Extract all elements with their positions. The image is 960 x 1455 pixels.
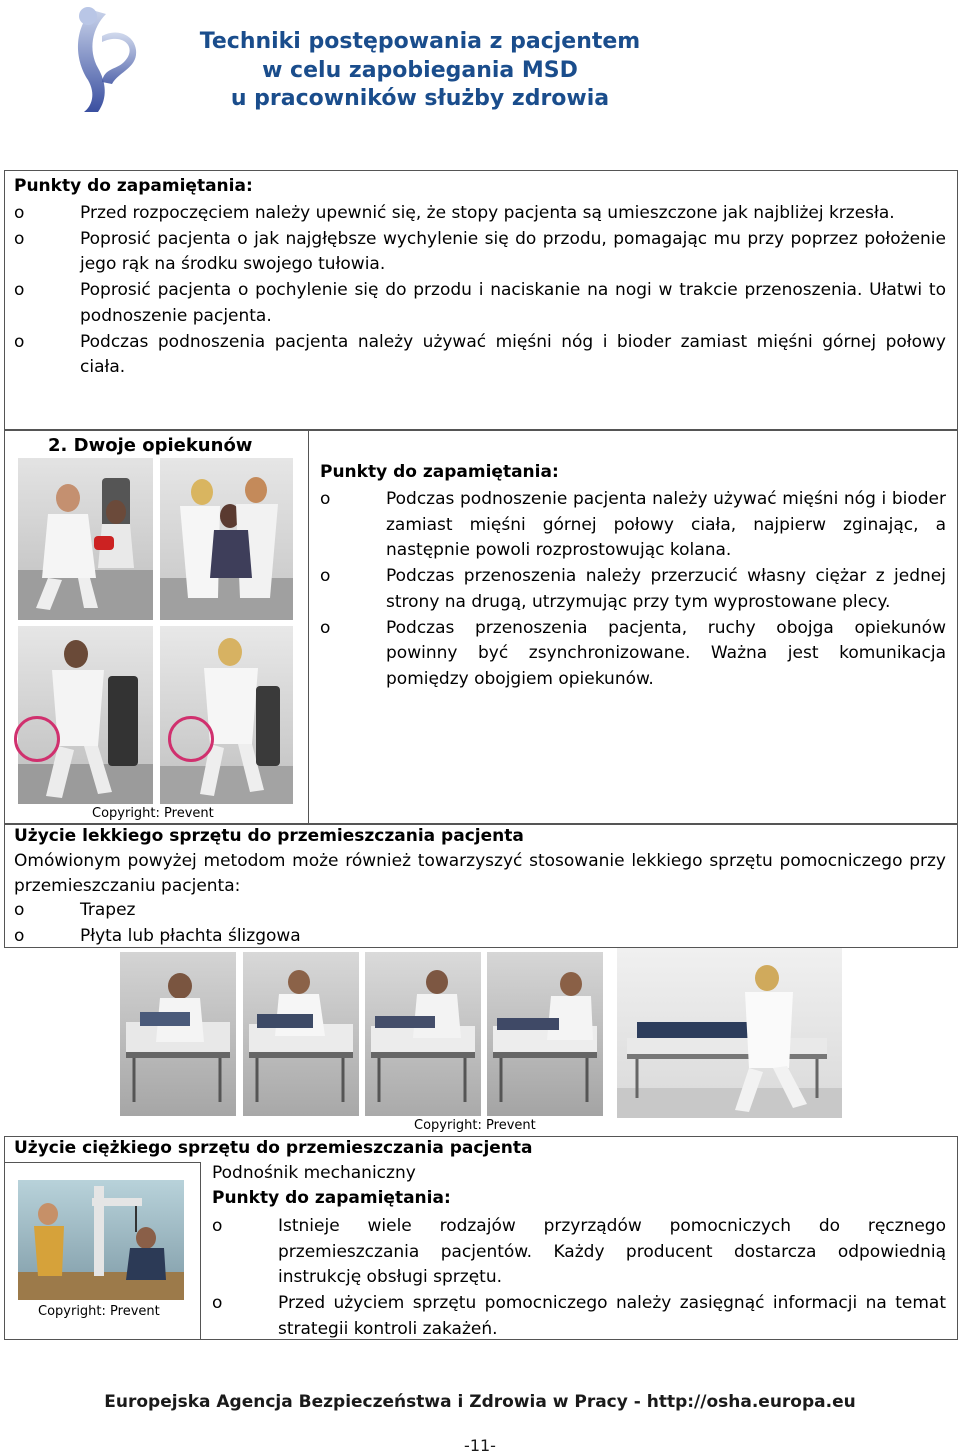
photo-caregivers-3 <box>18 626 153 804</box>
heavy-heading: Użycie ciężkiego sprzętu do przemieszczania pacjenta <box>14 1138 533 1158</box>
section2-points-heading: Punkty do zapamiętania: <box>320 462 559 482</box>
list-item: o Podczas przenoszenia należy przerzucić własny ciężar z jednej strony na drugą, utrzymując przy tym wyprostowane plecy. <box>320 564 946 615</box>
heavy-divider-v <box>200 1162 201 1340</box>
page-header-title <box>150 28 690 114</box>
photo-caregivers-2 <box>160 458 293 620</box>
list-item: o Podczas podnoszenia pacjenta należy używać mięśni nóg i bioder zamiast mięśni górnej połowy ciała. <box>14 330 946 381</box>
photo-bed-2 <box>243 952 359 1116</box>
list-item: o Istnieje wiele rodzajów przyrządów pomocniczych do ręcznego przemieszczania pacjentów. Każdy producent dostarcza odpowiednią instrukcję obsługi sprzętu. <box>212 1214 946 1291</box>
light-text: Omówionym powyżej metodom może również towarzyszyć stosowanie lekkiego sprzętu pomocniczego przy przemieszczaniu pacjenta: <box>14 851 946 896</box>
list-item: o Podczas podnoszenie pacjenta należy używać mięśni nóg i bioder zamiast mięśni górnej połowy ciała, najpierw zginając, a następnie powoli rozprostowując kolana. <box>320 487 946 564</box>
list-item: o Płyta lub płachta ślizgowa <box>14 924 946 950</box>
light-heading: Użycie lekkiego sprzętu do przemieszczania pacjenta <box>14 826 524 846</box>
list-item: o Poprosić pacjenta o pochylenie się do przodu i naciskanie na nogi w trakcie przenoszenia. Ułatwi to podnoszenie pacjenta. <box>14 278 946 329</box>
highlight-circle-1 <box>14 716 60 762</box>
list-item: o Poprosić pacjenta o jak najgłębsze wychylenie się do przodu, pomagając mu przy poprzez położenie jego rąk na środku swojego tułowia. <box>14 227 946 278</box>
heavy-bullets <box>212 1214 946 1343</box>
highlight-circle-2 <box>168 716 214 762</box>
photo-bed-1 <box>120 952 236 1116</box>
photo-bed-5 <box>617 948 842 1118</box>
photo-caregivers-4 <box>160 626 293 804</box>
photo-mechanical-lift <box>18 1180 184 1300</box>
light-copyright: Copyright: Prevent <box>414 1118 536 1133</box>
header-line-3: u pracowników służby zdrowia <box>230 86 610 111</box>
footer-agency: Europejska Agencja Bezpieczeństwa i Zdrowia w Pracy - http://osha.europa.eu <box>104 1392 856 1412</box>
page-number: -11- <box>464 1436 496 1455</box>
section1-heading: Punkty do zapamiętania: <box>14 176 253 196</box>
heavy-divider-h <box>4 1162 200 1163</box>
logo <box>62 2 142 114</box>
photo-caregivers-1 <box>18 458 153 620</box>
list-item: o Przed użyciem sprzętu pomocniczego należy zasięgnąć informacji na temat strategii kontroli zakażeń. <box>212 1291 946 1342</box>
section2-title: 2. Dwoje opiekunów <box>48 435 253 456</box>
list-item: o Trapez <box>14 898 946 924</box>
photo-bed-4 <box>487 952 603 1116</box>
heavy-copyright: Copyright: Prevent <box>38 1304 160 1319</box>
header-line-1: Techniki postępowania z pacjentem <box>199 29 641 54</box>
header-line-2: w celu zapobiegania MSD <box>262 57 578 83</box>
photo-bed-3 <box>365 952 481 1116</box>
light-bullets <box>14 898 946 949</box>
section2-copyright: Copyright: Prevent <box>92 806 214 821</box>
list-item: o Podczas przenoszenia pacjenta, ruchy obojga opiekunów powinny być zsynchronizowane. Ważna jest komunikacja pomiędzy obojgiem opiekunów. <box>320 616 946 693</box>
section2-bullets <box>320 487 946 693</box>
heavy-subtitle: Podnośnik mechaniczny <box>212 1163 416 1183</box>
heavy-points-heading: Punkty do zapamiętania: <box>212 1188 451 1208</box>
section1-bullets <box>14 201 946 381</box>
list-item: o Przed rozpoczęciem należy upewnić się, że stopy pacjenta są umieszczone jak najbliżej krzesła. <box>14 201 946 227</box>
section2-divider <box>308 430 309 824</box>
